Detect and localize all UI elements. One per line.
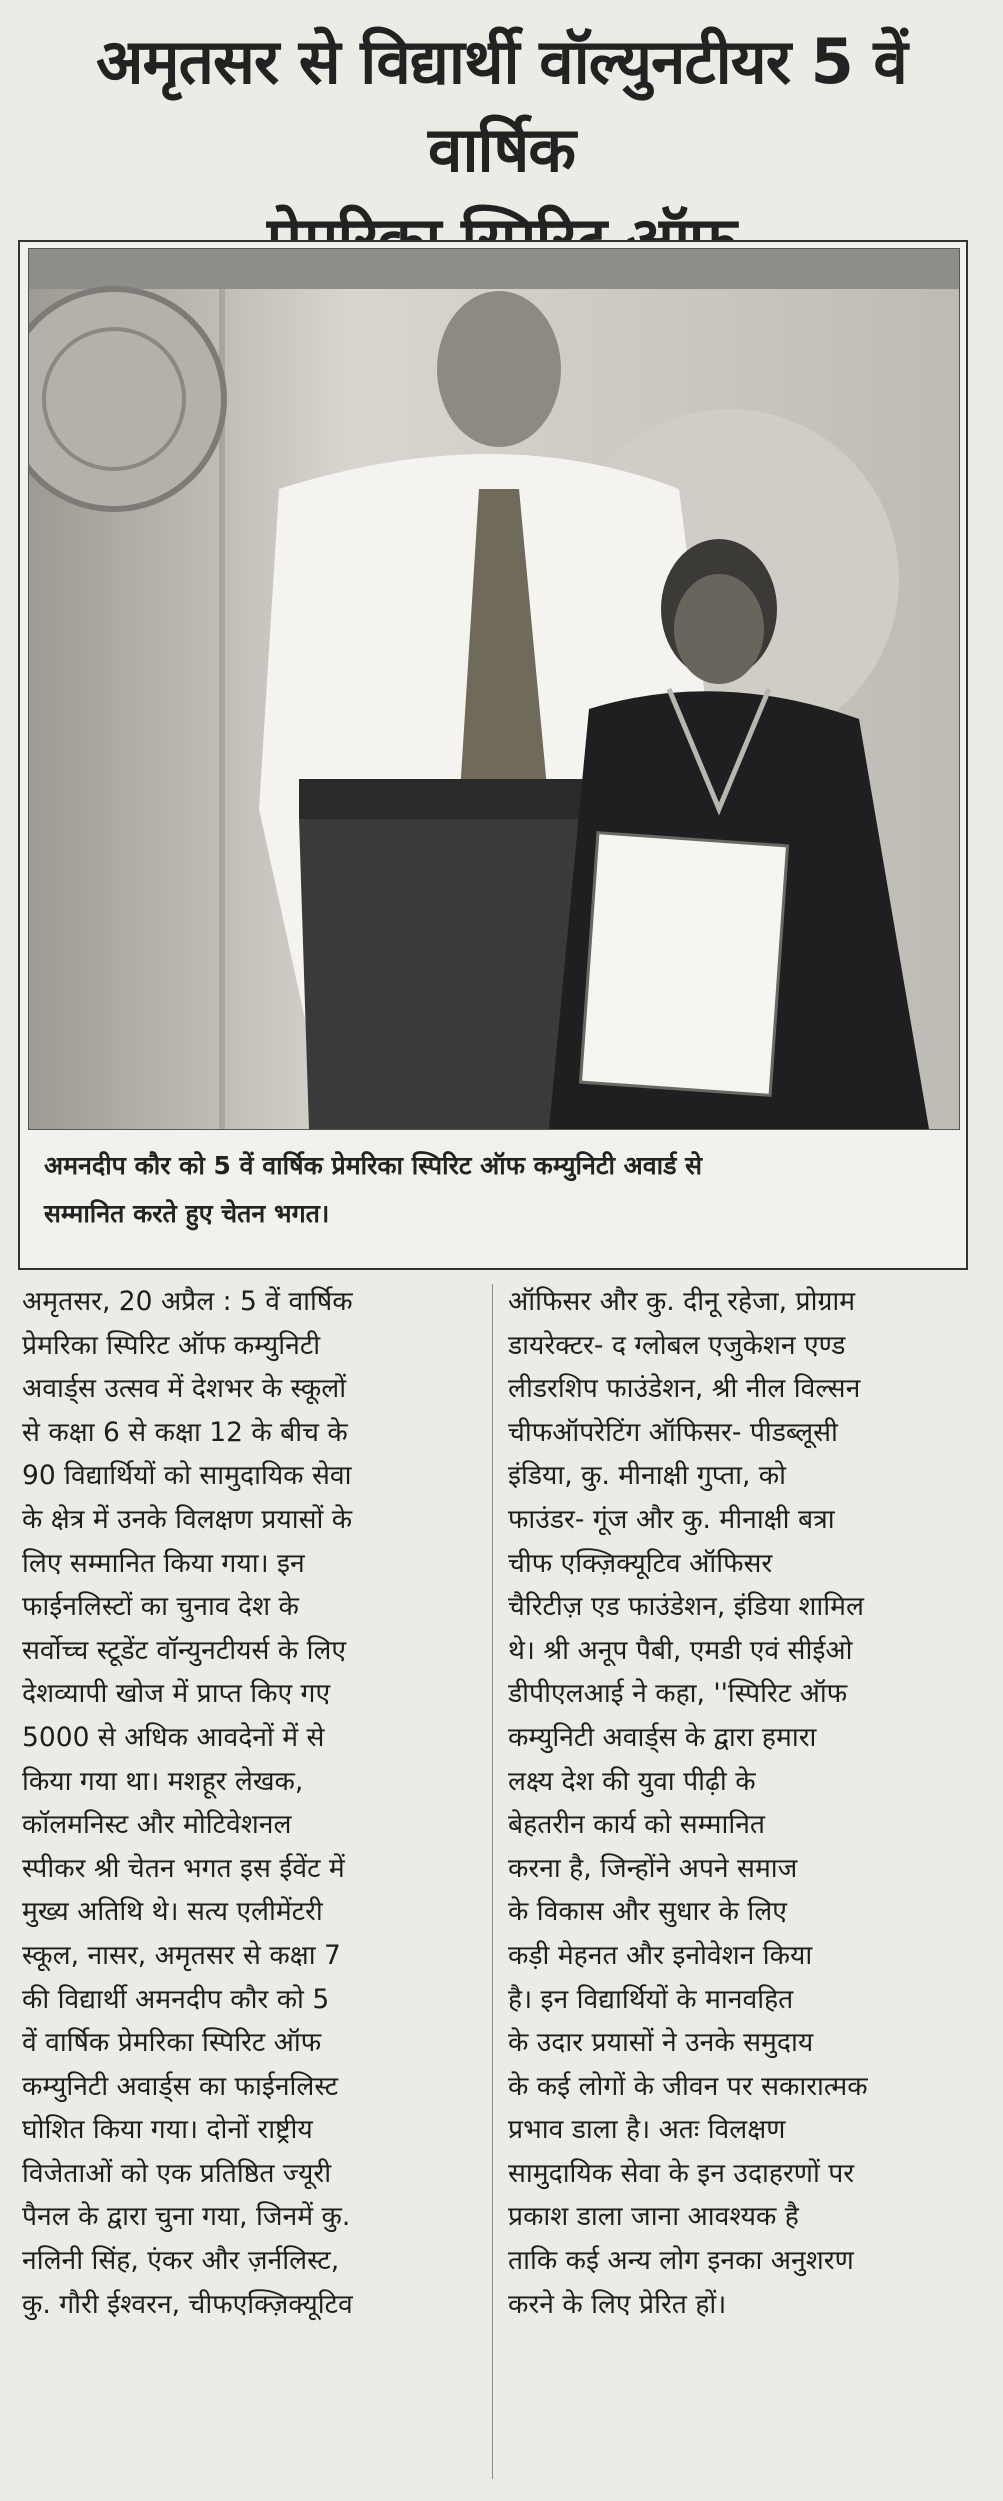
text-line: डीपीएलआई ने कहा, ''स्पिरिट ऑफ: [508, 1678, 848, 1710]
text-line: वें वार्षिक प्रेमरिका स्पिरिट ऑफ: [22, 2027, 322, 2059]
text-line: प्रभाव डाला है। अतः विलक्षण: [508, 2114, 786, 2146]
text-line: स्कूल, नासर, अमृतसर से कक्षा 7: [22, 1939, 341, 1971]
text-line: के विकास और सुधार के लिए: [508, 1896, 787, 1928]
text-line: नलिनी सिंह, एंकर और ज़र्नलिस्ट,: [22, 2245, 340, 2277]
text-line: चीफऑपरेटिंग ऑफिसर- पीडब्लूसी: [508, 1416, 838, 1448]
text-line: फाईनलिस्टों का चुनाव देश के: [22, 1591, 299, 1623]
text-line: कम्युनिटी अवार्ड्स का फाईनलिस्ट: [22, 2070, 339, 2102]
article-column-left: [22, 1280, 492, 2326]
text-line: पैनल के द्वारा चुना गया, जिनमें कु.: [22, 2201, 351, 2233]
text-line: सर्वोच्च स्टूडेंट वॉन्युनटीयर्स के लिए: [22, 1634, 347, 1666]
text-line: है। इन विद्यार्थियों के मानवहित: [508, 1983, 794, 2015]
text-line: कॉलमनिस्ट और मोटिवेशनल: [22, 1809, 292, 1841]
photo-caption: [44, 1142, 944, 1238]
headline-line-1: अमृतसर से विद्यार्थी वॉल्युनटीयर 5 वें वार्षिक: [96, 25, 907, 186]
text-line: फाउंडर- गूंज और कु. मीनाक्षी बत्रा: [508, 1503, 835, 1535]
text-line: 90 विद्यार्थियों को सामुदायिक सेवा: [22, 1460, 352, 1492]
text-line: बेहतरीन कार्य को सम्मानित: [508, 1809, 766, 1841]
text-line: प्रकाश डाला जाना आवश्यक है: [508, 2201, 799, 2233]
text-line: चैरिटीज़ एड फाउंडेशन, इंडिया शामिल: [508, 1591, 864, 1623]
caption-line-2: सम्मानित करते हुए चेतन भगत।: [44, 1199, 330, 1228]
column-divider: [492, 1284, 493, 2479]
text-line: लिए सम्मानित किया गया। इन: [22, 1547, 305, 1579]
text-line: करना है, जिन्होंने अपने समाज: [508, 1852, 798, 1884]
text-line: लीडरशिप फाउंडेशन, श्री नील विल्सन: [508, 1373, 861, 1405]
left-column-text: [22, 1280, 492, 2326]
text-line: चीफ एक्ज़िक्यूटिव ऑफिसर: [508, 1547, 773, 1579]
text-line: के कई लोगों के जीवन पर सकारात्मक: [508, 2070, 868, 2102]
text-line: की विद्यार्थी अमनदीप कौर को 5: [22, 1983, 330, 2015]
text-line: घोशित किया गया। दोनों राष्ट्रीय: [22, 2114, 313, 2146]
text-line: कड़ी मेहनत और इनोवेशन किया: [508, 1939, 813, 1971]
text-line: के उदार प्रयासों ने उनके समुदाय: [508, 2027, 814, 2059]
news-photo: [28, 248, 960, 1130]
text-line: मुख्य अतिथि थे। सत्य एलीमेंटरी: [22, 1896, 323, 1928]
right-column-text: [508, 1280, 978, 2326]
text-line: अमृतसर, 20 अप्रैल : 5 वें वार्षिक: [22, 1286, 353, 1317]
text-line: स्पीकर श्री चेतन भगत इस ईवेंट में: [22, 1852, 345, 1884]
text-line: लक्ष्य देश की युवा पीढ़ी के: [508, 1765, 756, 1797]
text-line: अवार्ड्स उत्सव में देशभर के स्कूलों: [22, 1373, 347, 1405]
text-line: कु. गौरी ईश्वरन, चीफएक्ज़िक्यूटिव: [22, 2288, 353, 2320]
text-line: थे। श्री अनूप पैबी, एमडी एवं सीईओ: [508, 1634, 853, 1666]
text-line: ताकि कई अन्य लोग इनका अनुशरण: [508, 2245, 854, 2277]
text-line: के क्षेत्र में उनके विलक्षण प्रयासों के: [22, 1503, 353, 1535]
text-line: डायरेक्टर- द ग्लोबल एजुकेशन एण्ड: [508, 1329, 846, 1361]
text-line: देशव्यापी खोज में प्राप्त किए गए: [22, 1678, 331, 1710]
text-line: सामुदायिक सेवा के इन उदाहरणों पर: [508, 2157, 855, 2189]
text-line: 5000 से अधिक आवदेनों में से: [22, 1721, 325, 1753]
text-line: कम्युनिटी अवार्ड्स के द्वारा हमारा: [508, 1721, 817, 1753]
article-column-right: [508, 1280, 978, 2326]
text-line: करने के लिए प्रेरित हों।: [508, 2288, 727, 2320]
text-line: विजेताओं को एक प्रतिष्ठित ज्यूरी: [22, 2157, 332, 2189]
text-line: से कक्षा 6 से कक्षा 12 के बीच के: [22, 1416, 348, 1448]
caption-line-1: अमनदीप कौर को 5 वें वार्षिक प्रेमरिका स्पिरिट ऑफ कम्युनिटी अवार्ड से: [44, 1151, 703, 1180]
text-line: इंडिया, कु. मीनाक्षी गुप्ता, को: [508, 1460, 787, 1492]
text-line: ऑफिसर और कु. दीनू रहेजा, प्रोग्राम: [508, 1286, 856, 1317]
text-line: किया गया था। मशहूर लेखक,: [22, 1765, 304, 1797]
photo-illustration: [29, 249, 959, 1129]
photo-box: [18, 240, 968, 1270]
text-line: प्रेमरिका स्पिरिट ऑफ कम्युनिटी: [22, 1329, 321, 1361]
